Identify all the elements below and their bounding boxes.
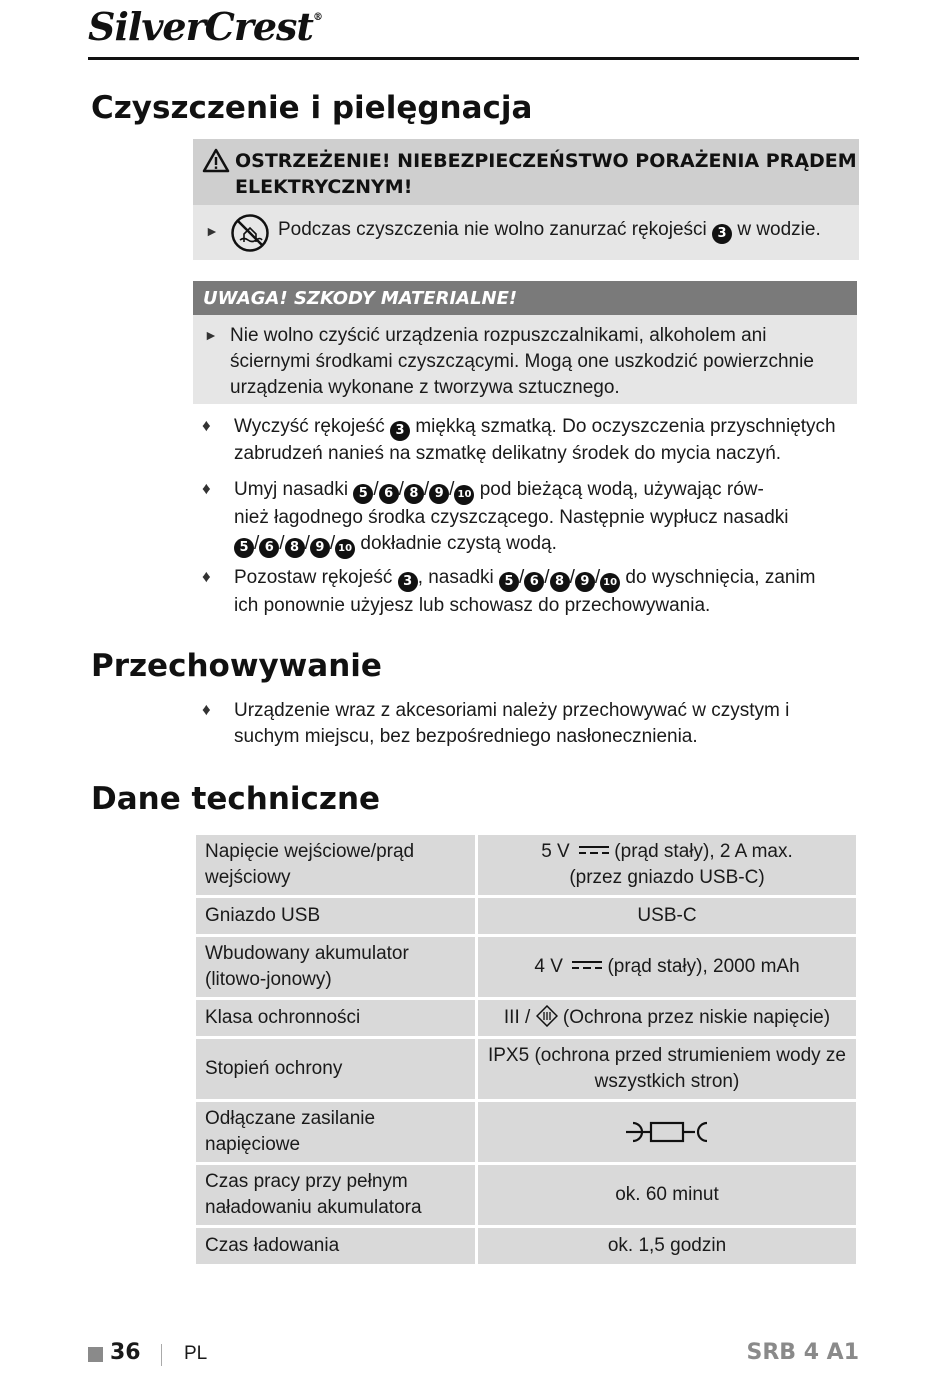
page-footer: [88, 1340, 859, 1370]
language-code: PL: [184, 1343, 208, 1364]
brand-logo: [88, 4, 322, 49]
attachment-refs: [499, 567, 620, 588]
dc-symbol-icon: [579, 845, 609, 855]
warning-text-before: Podczas czyszczenia nie wolno zanurzać rękojeści: [278, 219, 707, 240]
step3-text-a: Pozostaw rękojeść: [234, 567, 393, 588]
footer-square-icon: [88, 1347, 103, 1362]
spec-value: USB-C: [478, 898, 856, 934]
protection-class-iii-icon: [536, 1005, 558, 1027]
step1-text-b: miękką szmatką. Do oczyszczenia przyschniętych zabrudzeń nanieś na szmatkę delikatny środek do mycia naczyń.: [234, 416, 836, 464]
spec-value: IPX5 (ochrona przed strumieniem wody ze wszystkich stron): [478, 1039, 856, 1099]
diamond-bullet-icon: ♦: [202, 479, 211, 498]
registered-mark: ®: [312, 12, 322, 23]
spec-label: Czas pracy przy pełnym naładowaniu akumulatora: [196, 1165, 475, 1225]
warning-title: OSTRZEŻENIE! NIEBEZPIECZEŃSTWO PORAŻENIA PRĄDEM ELEKTRYCZNYM!: [235, 150, 857, 198]
ref-badge: 5: [353, 484, 373, 504]
ref-sep: /: [304, 533, 310, 554]
spec-value-voltage: 4 V: [534, 956, 563, 977]
diamond-bullet-icon: ♦: [202, 416, 211, 435]
step2-text-d: dokładnie czystą wodą.: [360, 533, 557, 554]
header-rule: [88, 57, 859, 60]
spec-table: [193, 832, 859, 1267]
detachable-supply-icon: [625, 1119, 709, 1145]
ref-sep: /: [569, 567, 575, 588]
ref-badge: 9: [429, 484, 449, 504]
table-row: [196, 1228, 856, 1264]
warning-text: [278, 219, 821, 244]
ref-sep: /: [398, 479, 404, 500]
ref-3-badge: 3: [712, 224, 732, 244]
ref-3-badge: 3: [398, 572, 418, 592]
ref-sep: /: [449, 479, 455, 500]
brand-name: SilverCrest: [88, 4, 313, 49]
attachment-refs: [234, 533, 355, 554]
diamond-bullet-icon: ♦: [202, 700, 211, 719]
arrow-bullet-icon: ►: [205, 223, 219, 239]
no-immersion-icon: [230, 213, 270, 253]
table-row: [196, 1039, 856, 1099]
caution-box: [193, 281, 857, 404]
spec-value: ok. 60 minut: [478, 1165, 856, 1225]
ref-badge: 9: [575, 572, 595, 592]
table-row: [196, 835, 856, 895]
spec-value-desc: (Ochrona przez niskie napięcie): [562, 1007, 831, 1028]
section-title-cleaning: Czyszczenie i pielęgnacja: [91, 90, 533, 126]
table-row: [196, 898, 856, 934]
caution-header: UWAGA! SZKODY MATERIALNE!: [193, 281, 857, 315]
spec-value-capacity: (prąd stały), 2000 mAh: [607, 956, 800, 977]
ref-badge: 8: [404, 484, 424, 504]
table-row: [196, 1000, 856, 1036]
ref-badge: 8: [285, 538, 305, 558]
ref-badge: 6: [259, 538, 279, 558]
spec-value-class: III /: [503, 1007, 531, 1028]
ref-badge: 8: [550, 572, 570, 592]
table-row: [196, 937, 856, 997]
warning-header: [193, 139, 859, 205]
spec-value: ok. 1,5 godzin: [478, 1228, 856, 1264]
ref-sep: /: [254, 533, 260, 554]
spec-label: Odłączane zasilanie napięciowe: [196, 1102, 475, 1162]
caution-text: Nie wolno czyścić urządzenia rozpuszczalnikami, alkoholem ani ściernymi środkami czyszczącymi. Mogą one uszkodzić powierzchnie urządzenia wykonane z tworzywa sztucznego.: [230, 325, 814, 398]
warning-text-after: w wodzie.: [737, 219, 821, 240]
ref-badge: 5: [234, 538, 254, 558]
ref-badge: 10: [335, 539, 355, 559]
ref-sep: /: [279, 533, 285, 554]
ref-badge: 6: [379, 484, 399, 504]
spec-label: Klasa ochronności: [196, 1000, 475, 1036]
step3-text-b: , nasadki: [417, 567, 494, 588]
spec-label: Stopień ochrony: [196, 1039, 475, 1099]
footer-divider: [161, 1344, 162, 1366]
spec-value-current: (prąd stały), 2 A max.: [614, 841, 793, 862]
ref-sep: /: [373, 479, 379, 500]
spec-value-note: (przez gniazdo USB-C): [569, 867, 765, 888]
ref-sep: /: [544, 567, 550, 588]
ref-badge: 6: [524, 572, 544, 592]
model-number: SRB 4 A1: [746, 1340, 859, 1365]
dc-symbol-icon: [572, 960, 602, 970]
table-row: [196, 1102, 856, 1162]
spec-label: Napięcie wejściowe/prąd wejściowy: [196, 835, 475, 895]
step3-text-d: ich ponownie użyjesz lub schowasz do przechowywania.: [234, 595, 711, 616]
spec-value: [478, 1102, 856, 1162]
cleaning-step-3: [234, 565, 859, 619]
ref-badge: 10: [454, 485, 474, 505]
spec-value-voltage: 5 V: [541, 841, 570, 862]
spec-label: Wbudowany akumulator (litowo-jonowy): [196, 937, 475, 997]
ref-sep: /: [594, 567, 601, 588]
cleaning-step-2: [234, 477, 859, 559]
warning-line: [193, 205, 859, 260]
spec-value: [478, 835, 856, 895]
ref-3-badge: 3: [390, 421, 410, 441]
ref-sep: /: [423, 479, 430, 500]
spec-value: [478, 937, 856, 997]
ref-sep: /: [329, 533, 336, 554]
page-number: 36: [110, 1340, 141, 1365]
step2-text-b: pod bieżącą wodą, używając rów-: [479, 479, 764, 500]
arrow-bullet-icon: ►: [204, 327, 218, 343]
step1-text-a: Wyczyść rękojeść: [234, 416, 385, 437]
spec-label: Czas ładowania: [196, 1228, 475, 1264]
ref-badge: 9: [310, 538, 330, 558]
cleaning-step-1: [234, 414, 859, 467]
spec-label: Gniazdo USB: [196, 898, 475, 934]
ref-sep: /: [519, 567, 525, 588]
section-title-storage: Przechowywanie: [91, 648, 382, 684]
diamond-bullet-icon: ♦: [202, 567, 211, 586]
step2-text-a: Umyj nasadki: [234, 479, 349, 500]
step2-text-c: nież łagodnego środka czyszczącego. Następnie wypłucz nasadki: [234, 507, 789, 528]
attachment-refs: [353, 479, 474, 500]
table-row: [196, 1165, 856, 1225]
ref-badge: 5: [499, 572, 519, 592]
ref-badge: 10: [600, 573, 620, 593]
spec-value: [478, 1000, 856, 1036]
warning-triangle-icon: [202, 148, 230, 173]
section-title-tech: Dane techniczne: [91, 781, 381, 817]
warning-box: [193, 139, 859, 260]
step3-text-c: do wyschnięcia, zanim: [625, 567, 816, 588]
storage-text: Urządzenie wraz z akcesoriami należy przechowywać w czystym i suchym miejscu, bez bezpośredniego nasłonecznienia.: [234, 700, 790, 747]
